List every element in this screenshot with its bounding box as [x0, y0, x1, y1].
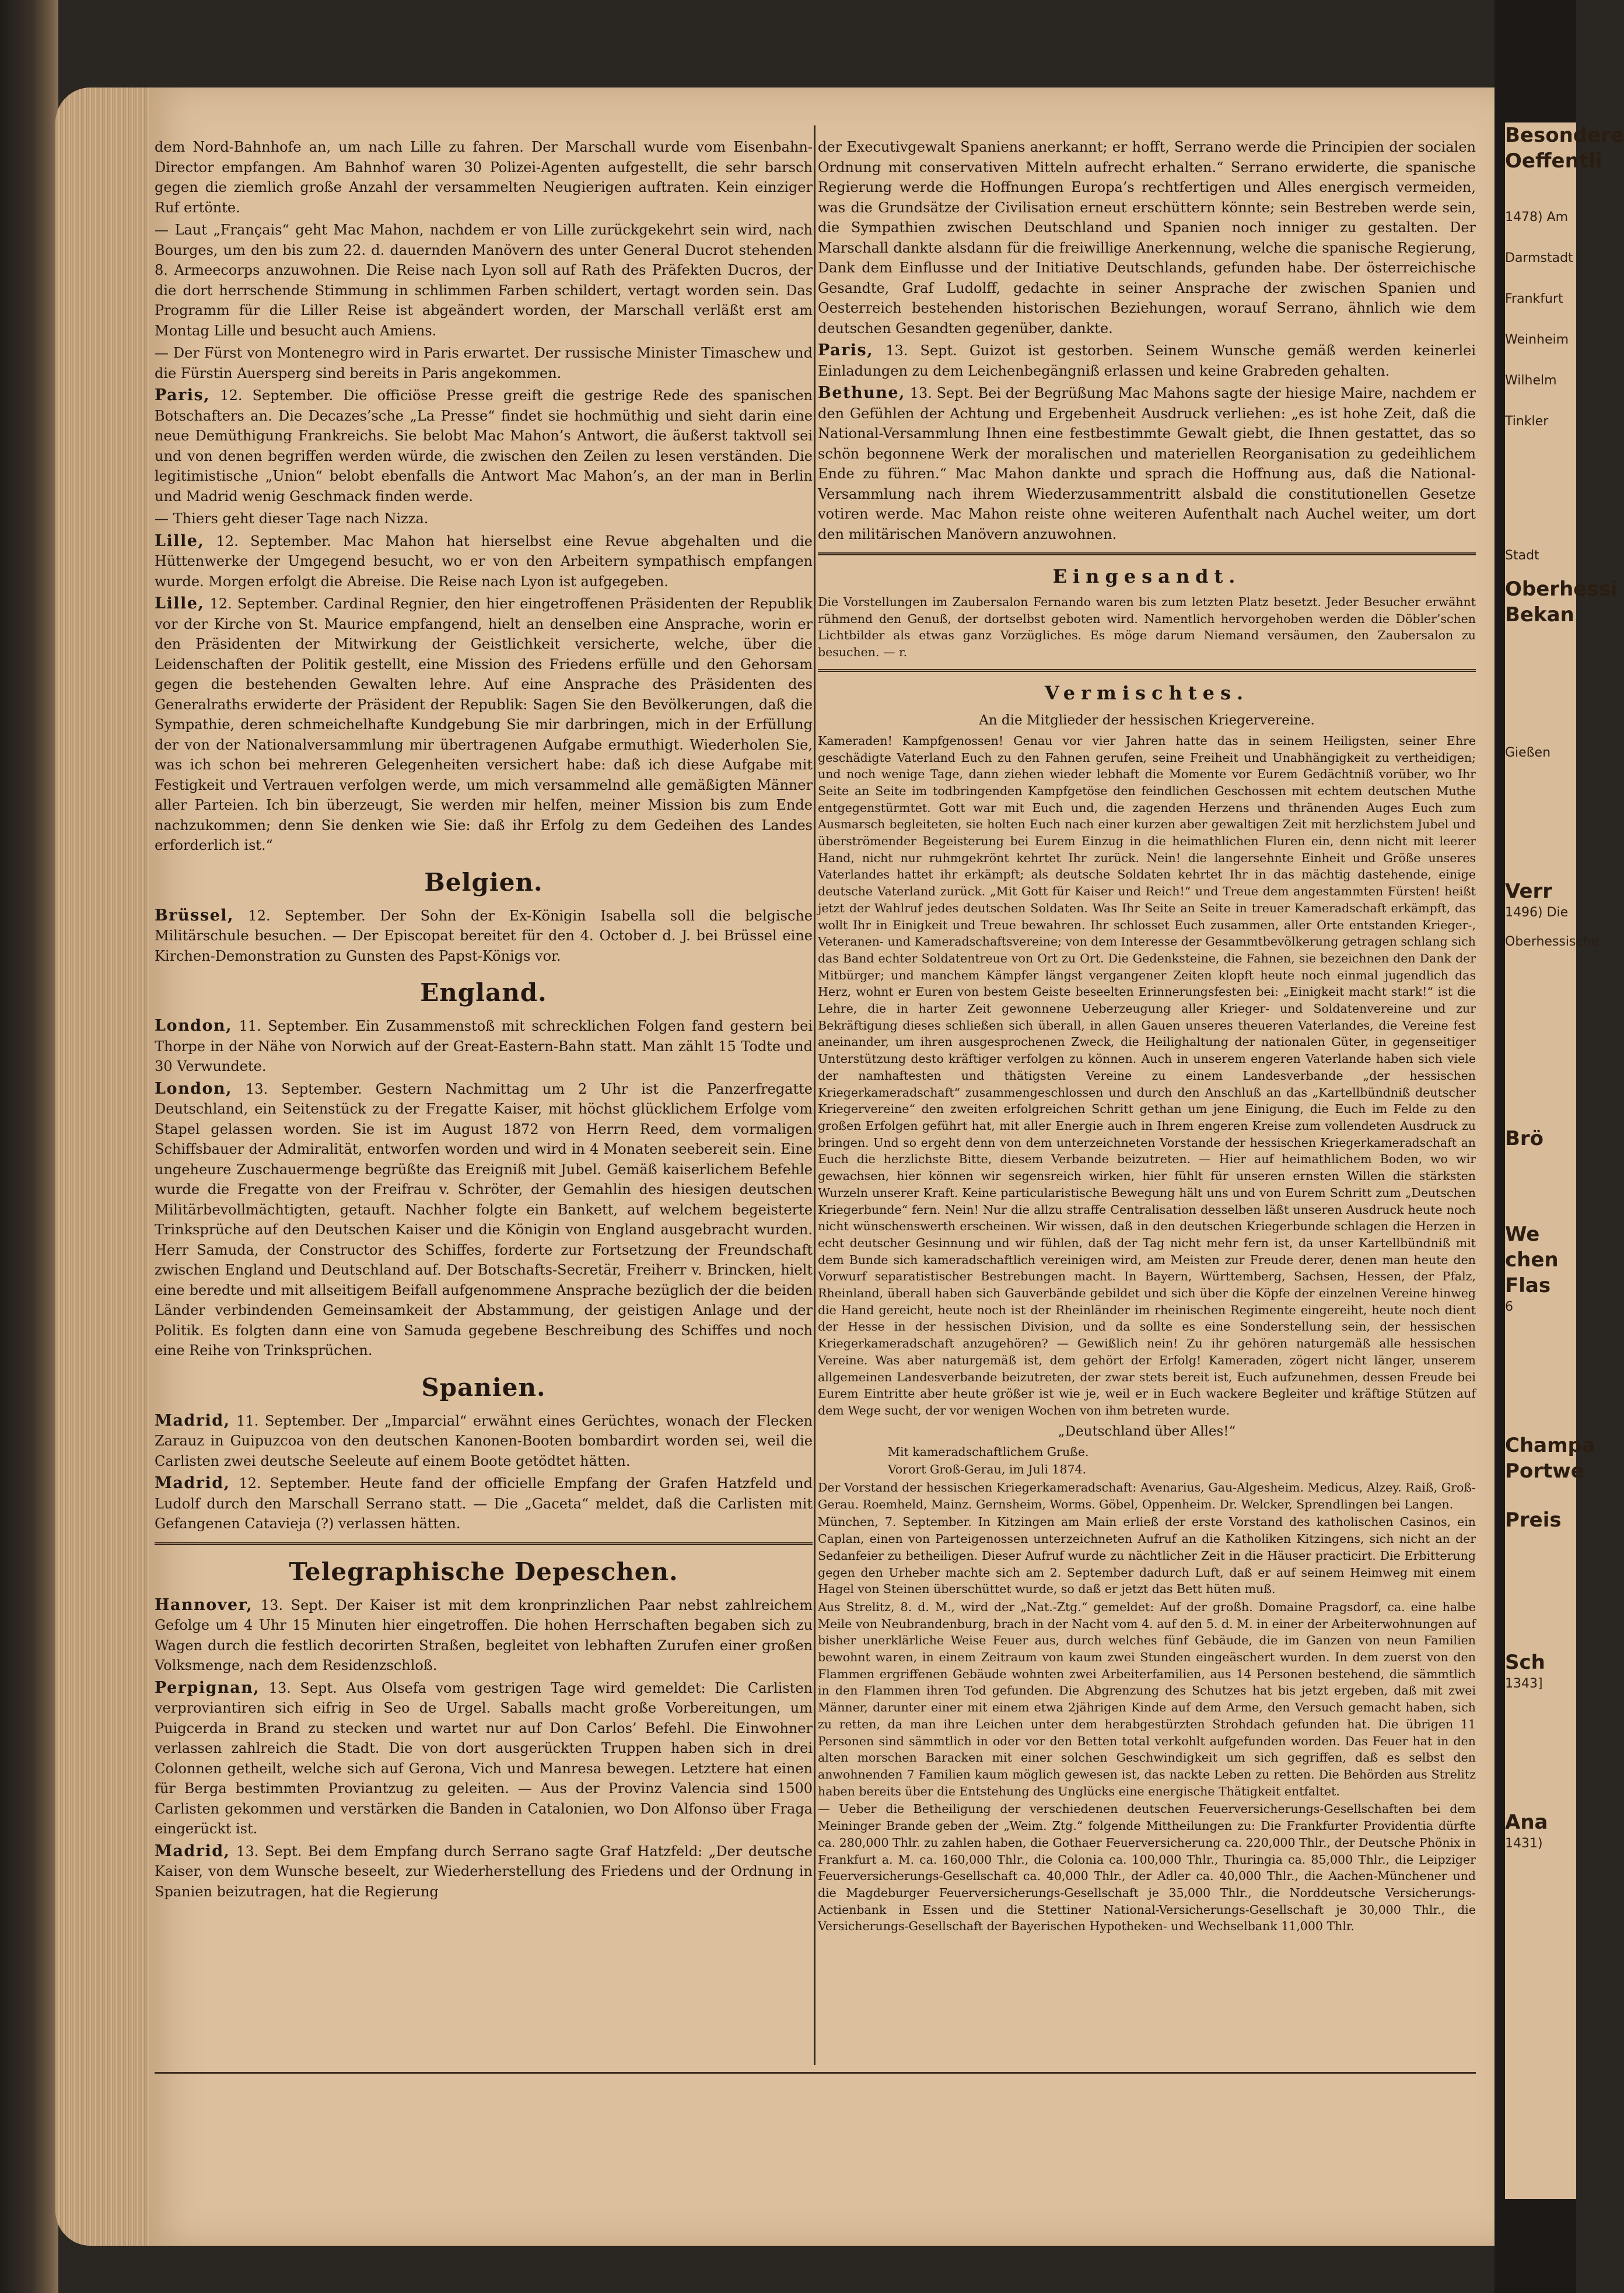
adjacent-page-text: Gießen	[1505, 745, 1551, 760]
adjacent-page-text: Frankfurt	[1505, 292, 1563, 306]
article-text: Die Vorstellungen im Zaubersalon Fernando waren bis zum letzten Platz besetzt. Jeder Besucher erwähnt rühmend den Genuß, der dortselbst geboten wird. Namentlich hervorgehoben werden die Döbler’schen Lichtbilder als etwas ganz Vorzügliches. Es möge darum Niemand versäumen, den Zaubersalon zu besuchen. — r.	[818, 595, 1476, 660]
article-text: 12. September. Cardinal Regnier, den hier eingetroffenen Präsidenten der Republik vor der Kirche von St. Maurice empfangend, hielt an denselben eine Ansprache, worin er den Präsidenten der Mitwirkung der Geistlichkeit versicherte, welche, über die Leidenschaften der Politik gestellt, eine Mission des Friedens erfülle und den Gehorsam gegen die bestehenden Gewalten lehre. Auf eine Ansprache des Präsidenten des Generalraths erwiderte der Präsident der Republik: Sagen Sie den Bevölkerungen, daß die Sympathie, deren schmeichelhafte Kundgebung Sie mir darbringen, mich in der Erfüllung der von der Nationalversammlung mir übertragenen Aufgabe ermuthigt. Wiederholen Sie, was ich schon bei mehreren Gelegenheiten versichert habe: daß ich diese Aufgabe mit Festigkeit und Vertrauen verfolgen werde, um mich versammelnd alle gemäßigten Männer aller Parteien. Ich bin überzeugt, Sie werden mir helfen, meiner Mission bis zum Ende nachzukommen; denn Sie denken wie Sie: daß ihr Erfolg zu dem Gedeihen des Landes erforderlich ist.“	[155, 596, 813, 853]
dateline: London,	[155, 1079, 233, 1098]
adjacent-page-text: Wilhelm	[1505, 373, 1557, 388]
book-edge	[0, 0, 58, 2293]
article-text: — Der Fürst von Montenegro wird in Paris erwartet. Der russische Minister Timaschew und die Fürstin Auersperg sind bereits in Paris angekommen.	[155, 345, 813, 381]
dateline: Lille,	[155, 594, 205, 612]
article-text: 13. Sept. Bei dem Empfang durch Serrano sagte Graf Hatzfeld: „Der deutsche Kaiser, von dem Wunsche beseelt, zur Wiederherstellung des Friedens und der Ordnung in Spanien beizutragen, hat die Regierung	[155, 1843, 813, 1900]
section-heading: Eingesandt.	[1052, 565, 1241, 587]
adjacent-page-text: chen	[1505, 1248, 1559, 1272]
article-madrid	[155, 1411, 813, 1472]
article-text: 13. Sept. Bei der Begrüßung Mac Mahons sagte der hiesige Maire, nachdem er den Gefühlen der Achtung und Ergebenheit Ausdruck verliehen: „es ist hohe Zeit, daß die National-Versammlung Ihnen eine festbestimmte Gewalt giebt, die Ihnen gestattet, das so schön begonnene Werk der moralischen und materiellen Reorganisation zu gedeihlichem Ende zu führen.“ Mac Mahon dankte und sprach die Hoffnung aus, daß die National-Versammlung nach ihrem Wiederzusammentritt alsbald die constitutionellen Gesetze votiren werde. Mac Mahon reiste ohne weiteren Aufenthalt nach Auchel weiter, um dort den militärischen Manövern anzuwohnen.	[818, 385, 1476, 542]
section-heading: Telegraphische Depeschen.	[289, 1557, 678, 1586]
dateline: Paris,	[155, 386, 211, 404]
adjacent-page-text: Oberhessi	[1505, 577, 1618, 601]
adjacent-page-text: Darmstadt	[1505, 251, 1573, 265]
article-text: 12. September. Die officiöse Presse greift die gestrige Rede des spanischen Botschafters an. Die Decazes’sche „La Presse“ findet sie hochmüthig und sieht darin eine neue Demüthigung Frankreichs. Sie belobt Mac Mahon’s Antwort, die äußerst taktvoll sei und von denen begriffen werden würde, die zwischen den Zeilen zu lesen verständen. Die legitimistische „Union“ belobt ebenfalls die Antwort Mac Mahon’s, an der man in Berlin und Madrid wenig Geschmack finden werde.	[155, 387, 813, 505]
left-column	[155, 137, 813, 1904]
adjacent-page-text: Stadt	[1505, 548, 1539, 563]
adjacent-page-text: 1431)	[1505, 1836, 1543, 1851]
bottom-rule	[155, 2072, 1476, 2074]
adjacent-page-text: Tinkler	[1505, 414, 1549, 429]
article-paris	[155, 386, 813, 506]
article-hannover	[155, 1595, 813, 1676]
article-paris	[818, 341, 1476, 381]
dateline: Brüssel,	[155, 906, 234, 925]
adjacent-page-text: Verr	[1505, 880, 1553, 903]
dateline: Paris,	[818, 341, 874, 359]
adjacent-page-text: Flas	[1505, 1274, 1551, 1297]
dateline: Perpignan,	[155, 1678, 260, 1697]
article-text: — Thiers geht dieser Tage nach Nizza.	[155, 510, 429, 527]
dateline: London,	[155, 1017, 233, 1035]
adjacent-page	[1505, 122, 1624, 2199]
article-text: 11. September. Der „Imparcial“ erwähnt eines Gerüchtes, wonach der Flecken Zarauz in Guipuzcoa von den deutschen Kanonen-Booten bombardirt worden sei, weil die Carlisten zwei deutsche Seeleute auf einem Boote getödtet hätten.	[155, 1412, 813, 1469]
article-text: der Executivgewalt Spaniens anerkannt; er hofft, Serrano werde die Principien der socialen Ordnung mit conservativen Mitteln aufrecht erhalten.“ Serrano erwiderte, die spanische Regierung werde die Hoffnungen Europa’s rechtfertigen und Alles energisch vermeiden, was die Grundsätze der Civilisation erneut erschüttern könnte; sein Bestreben werde sein, die Sympathien zwischen Deutschland und Spanien noch inniger zu gestalten. Der Marschall dankte alsdann für die freiwillige Anerkennung, welche die spanische Regierung, Dank dem Einflusse und der Initiative Deutschlands, gefunden habe. Der österreichische Gesandte, Graf Ludolff, gedachte in seiner Ansprache der zwischen Spanien und Oesterreich bestehenden historischen Beziehungen, worauf Serrano, ähnlich wie dem deutschen Gesandten gegenüber, dankte.	[818, 139, 1476, 337]
article-text: 13. Sept. Guizot ist gestorben. Seinem Wunsche gemäß werden keinerlei Einladungen zu dem Leichenbegängniß erlassen und keine Grabreden gehalten.	[818, 342, 1476, 379]
dateline: Hannover,	[155, 1595, 253, 1614]
article-text: 12. September. Heute fand der officielle Empfang der Grafen Hatzfeld und Ludolf durch den Marschall Serrano statt. — Die „Gaceta“ meldet, daß die Carlisten mit Gefangenen Catavieja (?) verlassen hätten.	[155, 1475, 813, 1532]
signature-line: Der Vorstand der hessischen Kriegerkameradschaft: Avenarius, Gau-Algesheim. Medicus, Alzey. Raiß, Groß-Gerau. Roemheld, Mainz. Gernsheim, Worms. Göbel, Oppenheim. Dr. Welcker, Sprendlingen bei Langen.	[818, 1480, 1476, 1511]
right-column	[818, 137, 1476, 1936]
article-london	[155, 1016, 813, 1077]
page-stack	[55, 87, 163, 2246]
article-subtitle: An die Mitglieder der hessischen Kriegervereine.	[979, 712, 1315, 728]
column-divider	[814, 125, 816, 2065]
dateline: Madrid,	[155, 1411, 230, 1430]
adjacent-page-text: 6	[1505, 1300, 1513, 1314]
section-heading: Belgien.	[424, 867, 543, 897]
article-bruessel	[155, 906, 813, 967]
adjacent-page-text: Bekan	[1505, 603, 1574, 626]
section-heading: England.	[420, 978, 547, 1007]
adjacent-page-text: Preis	[1505, 1508, 1562, 1532]
article-text: 13. September. Gestern Nachmittag um 2 Uhr ist die Panzerfregatte Deutschland, ein Seitenstück zu der Fregatte Kaiser, mit höchst glücklichem Erfolge vom Stapel gelassen worden. Sie ist im August 1872 von Herrn Reed, dem vormaligen Schiffsbauer der Admiralität, entworfen worden und wird in 4 Monaten seebereit sein. Eine ungeheure Zuschauermenge begrüßte das Ereigniß mit Jubel. Gemäß kaiserlichem Befehle wurde die Fregatte von der Freifrau v. Schröter, der Gemahlin des hiesigen deutschen Militärbevollmächtigten, getauft. Nachher folgte ein Bankett, auf welchem begeisterte Trinksprüche auf den Deutschen Kaiser und die Königin von England ausgebracht wurden. Herr Samuda, der Constructor des Schiffes, forderte zur Fortsetzung der Freundschaft zwischen England und Deutschland auf. Der Botschafts-Secretär, Freiherr v. Brincken, hielt eine beredte und mit allseitigem Beifall aufgenommene Ansprache bezüglich der die beiden Länder verbindenden Gemeinsamkeit der Abstammung, der geistigen Anlage und der Politik. Es folgten dann eine von Samuda gegebene Beschreibung des Schiffes und noch eine Reihe von Trinksprüchen.	[155, 1080, 813, 1359]
adjacent-page-text: Champa	[1505, 1434, 1595, 1457]
article-text: 12. September. Der Sohn der Ex-Königin Isabella soll die belgische Militärschule besuchen. — Der Episcopat bereitet für den 4. October d. J. bei Brüssel eine Kirchen-Demonstration zu Gunsten des Papst-Königs vor.	[155, 907, 813, 964]
article-text: dem Nord-Bahnhofe an, um nach Lille zu fahren. Der Marschall wurde vom Eisenbahn-Director empfangen. Am Bahnhof waren 30 Polizei-Agenten aufgestellt, die sehr barsch gegen die ziemlich große Anzahl der versammelten Neugierigen auftraten. Kein einziger Ruf ertönte.	[155, 139, 813, 216]
signature-line: Mit kameradschaftlichem Gruße.	[888, 1444, 1089, 1459]
article-london	[155, 1079, 813, 1361]
adjacent-page-text: Ana	[1505, 1811, 1548, 1834]
adjacent-page-text: Oberhessische	[1505, 934, 1600, 949]
adjacent-page-fragments	[1505, 122, 1624, 1853]
adjacent-page-text: Besondere	[1505, 124, 1624, 147]
adjacent-page-text: Oeffentli	[1505, 149, 1602, 173]
section-heading: Vermischtes.	[1044, 681, 1250, 704]
adjacent-page-text: 1496) Die	[1505, 905, 1569, 920]
article-lille	[155, 531, 813, 592]
adjacent-page-text: 1343]	[1505, 1676, 1543, 1691]
article-text: — Ueber die Betheiligung der verschiedenen deutschen Feuerversicherungs-Gesellschaften bei dem Meininger Brande geben der „Weim. Ztg.“ folgende Mittheilungen zu: Die Frankfurter Providentia dürfte ca. 280,000 Thlr. zu zahlen haben, die Gothaer Feuerversicherung ca. 220,000 Thlr., der Deutsche Phönix in Frankfurt a. M. ca. 160,000 Thlr., die Colonia ca. 100,000 Thlr., Thuringia ca. 85,000 Thlr., die Leipziger Feuerversicherungs-Gesellschaft ca. 40,000 Thlr., der Adler ca. 40,000 Thlr., die Aachen-Münchener und die Magdeburger Feuerversicherungs-Gesellschaft je 35,000 Thlr., die Norddeutsche Versicherungs-Actienbank in Essen und die Stettiner National-Versicherungs-Gesellschaft je 30,000 Thlr., die Versicherungs-Gesellschaft der Bayerischen Hypotheken- und Wechselbank 11,000 Thlr.	[818, 1802, 1476, 1934]
article-text: München, 7. September. In Kitzingen am Main erließ der erste Vorstand des katholischen Casinos, ein Caplan, einen von Parteigenossen unterzeichneten Aufruf an die Katholiken Kitzingens, sich nicht an der Sedanfeier zu betheiligen. Dieser Aufruf wurde zu nächtlicher Zeit in die Häuser practicirt. Die Erbitterung gegen den Urheber machte sich am 2. September dadurch Luft, daß er auf seinem Heimweg mit einem Hagel von Steinen überschüttet wurde, so daß er jetzt das Bett hüten muß.	[818, 1515, 1476, 1597]
article-text: Kameraden! Kampfgenossen! Genau vor vier Jahren hatte das in seinem Heiligsten, seiner Ehre geschädigte Vaterland Euch zu den Fahnen gerufen, seine Freiheit und Unabhängigkeit zu vertheidigen; und noch wenige Tage, dann ziehen wieder lebhaft die Momente vor Eurem Gedächtniß vorüber, wo Ihr Seite an Seite im todbringenden Kampfgetöse den feindlichen Geschossen mit echtem deutschen Muthe entgegenstürmtet. Gott war mit Euch und, die zagenden Herzens und thränenden Auges Euch zum Ausmarsch begleiteten, sie holten Euch nach einer kurzen aber gewaltigen Zeit mit herzlichstem Jubel und überströmender Begeisterung bei Eurem Einzug in die heimathlichen Fluren ein, denn nicht mit leerer Hand, nicht nur ruhmgekrönt kehrtet Ihr zurück. Nein! die langersehnte Einheit und Größe unseres Vaterlandes hattet ihr erkämpft; als deutsche Soldaten kehrtet Ihr in das mächtig dastehende, einige deutsche Vaterland zurück. „Mit Gott für Kaiser und Reich!“ und Treue dem angestammten Fürsten! heißt jetzt der Wahlruf jedes deutschen Soldaten. Was Ihr Seite an Seite in treuer Kameradschaft erkämpft, das wollt Ihr in Einigkeit und Treue bewahren. Ihr schlosset Euch zusammen, aller Orte entstanden Krieger-, Veteranen- und Kameradschaftsvereine; von dem Interesse der Gesammtbevölkerung getragen schlang sich das Band echter Soldatentreue von Ort zu Ort. Die Gedenksteine, die Fahnen, sie bezeichnen den Dank der Mitbürger; und manchem Kämpfer längst vergangener Zeiten klopft heute noch einmal jugendlich das Herz, wohnt er Euren von bestem Geiste beseelten Erinnerungsfesten bei: „Einigkeit macht stark!“ ist die Lehre, die in harter Zeit gewonnene Ueberzeugung aller Krieger- und Soldatenvereine und zur Bekräftigung dieses schließen sich überall, in allen Gauen unseres theueren Vaterlandes, die Vereine fest aneinander, um ihren ausgesprochenen Zweck, die Heilighaltung der nationalen Güter, in gegenseitiger Unterstützung desto kräftiger verfolgen zu können. Auch in unserem engeren Vaterlande haben sich viele der namhaftesten und thätigsten Vereine zu einem Landesverbande „der hessischen Kriegerkameradschaft“ zusammengeschlossen und durch den Anschluß an das „Kartellbündniß deutscher Kriegervereine“ den zweiten erfolgreichen Schritt gethan um jene Einigung, die Euch im Felde zu den großen Erfolgen geführt hat, mit aller Energie auch in Ihrem engeren Kreise zum vollendeten Ausdruck zu bringen. Und so ergeht denn von dem unterzeichneten Vorstande der hessischen Kriegerkameradschaft an Euch die herzlichste Bitte, diesem Verbande beizutreten. — Hier auf heimathlichem Boden, wo wir gewachsen, hier können wir segensreich wirken, hier fühlt für unseren ernsten Willen die stärksten Wurzeln unserer Kraft. Keine particularistische Bewegung hält uns und von Eurem Schritt zum „Deutschen Kriegerbunde“ fern. Nein! Nur die allzu straffe Centralisation desselben läßt unseren Ausdruck heute noch nicht wünschenswerth erscheinen. Wir wissen, daß in den deutschen Kriegerbunde schlagen die Herzen in echt deutscher Gesinnung und wir fühlen, daß der Tag nicht mehr fern ist, da unser Kartellbündniß mit dem Bunde sich kameradschaftlich vereinigen wird, am Meisten zur Freude derer, denen man heute den Vorwurf separatistischer Bestrebungen macht. In Bayern, Württemberg, Sachsen, Hessen, der Pfalz, Rheinland, überall haben sich Gauverbände gebildet und sich über die Köpfe der einzelnen Vereine hinweg die Hand gereicht, heute noch ist der Rheinländer im rheinischen Regimente eingereiht, heute noch dient der Hesse in der hessischen Division, und da sollte es eine Sonderstellung sein, der hessischen Kriegerkameradschaft anzugehören? — Gewißlich nein! Zu ihr gehören naturgemäß alle hessischen Vereine. Was aber naturgemäß ist, dem gehört der Erfolg! Kameraden, zögert nicht länger, unserem allgemeinen Landesverbande beizutreten, der zwar stets bereit ist, Euch aufzunehmen, dessen Freude bei Eurem Eintritte aber heute größer ist wie je, weil er in Euch wackere Begleiter und kräftige Stützen auf dem Wege sucht, der vor wenigen Wochen von ihm betreten wurde.	[818, 733, 1476, 1417]
article-madrid	[155, 1842, 813, 1902]
article-text: 13. Sept. Aus Olsefa vom gestrigen Tage wird gemeldet: Die Carlisten verproviantiren sich eifrig in Seo de Urgel. Saballs macht große Vorbereitungen, um Puigcerda in Brand zu stecken und wartet nur auf Don Carlos’ Befehl. Die Einwohner verlassen zahlreich die Stadt. Die von dort ausgerückten Truppen haben sich in drei Colonnen getheilt, welche sich auf Gerona, Vich und Manresa bewegen. Letztere hat einen für Berga bestimmten Proviantzug zu geleiten. — Aus der Provinz Valencia sind 1500 Carlisten gekommen und verstärken die Banden in Catalonien, wo Don Alfonso über Fraga eingerückt ist.	[155, 1679, 813, 1837]
article-lille	[155, 594, 813, 856]
article-madrid	[155, 1473, 813, 1534]
section-rule	[818, 552, 1476, 555]
article-text: 12. September. Mac Mahon hat hierselbst eine Revue abgehalten und die Hüttenwerke der Umgegend besucht, wo er von den Arbeitern sympathisch empfangen wurde. Morgen erfolgt die Abreise. Die Reise nach Lyon ist aufgegeben.	[155, 533, 813, 590]
dateline: Madrid,	[155, 1474, 230, 1492]
article-bethune	[818, 383, 1476, 544]
signature-line: Vorort Groß-Gerau, im Juli 1874.	[888, 1462, 1087, 1477]
adjacent-page-text: Portwe	[1505, 1459, 1584, 1483]
article-text: — Laut „Français“ geht Mac Mahon, nachdem er von Lille zurückgekehrt sein wird, nach Bourges, um den bis zum 22. d. dauernden Manövern des unter General Ducrot stehenden 8. Armeecorps anzuwohnen. Die Reise nach Lyon soll auf Rath des Präfekten Ducros, der die dort herrschende Stimmung in schlimmen Farben schildert, vertagt worden sein. Das Programm für die Liller Reise ist abgeändert worden, der Marschall verläßt erst am Montag Lille und besucht auch Amiens.	[155, 222, 813, 339]
motto: „Deutschland über Alles!“	[1058, 1423, 1236, 1439]
article-text: 13. Sept. Der Kaiser ist mit dem kronprinzlichen Paar nebst zahlreichem Gefolge um 4 Uhr 15 Minuten hier eingetroffen. Die hohen Herrschaften begaben sich zu Wagen durch die festlich decorirten Straßen, begleitet von lebhaften Zurufen einer großen Volksmenge, nach dem Residenzschloß.	[155, 1597, 813, 1674]
article-text: 11. September. Ein Zusammenstoß mit schrecklichen Folgen fand gestern bei Thorpe in der Nähe von Norwich auf der Great-Eastern-Bahn statt. Man zählt 15 Todte und 30 Verwundete.	[155, 1018, 813, 1074]
section-rule	[818, 669, 1476, 672]
section-heading: Spanien.	[421, 1373, 546, 1402]
dateline: Lille,	[155, 531, 205, 550]
adjacent-page-text: 1478) Am	[1505, 210, 1569, 225]
article-text: Aus Strelitz, 8. d. M., wird der „Nat.-Ztg.“ gemeldet: Auf der großh. Domaine Pragsdorf, ca. eine halbe Meile von Neubrandenburg, brach in der Nacht vom 4. auf den 5. d. M. in einer der Arbeiterwohnungen auf bisher unerklärliche Weise Feuer aus, durch welches fünf Gebäude, die im Ganzen von neun Familien bewohnt waren, in einem Zeitraum von kaum zwei Stunden eingeäschert wurden. In dem zuerst von den Flammen ergriffenen Gebäude wohnten zwei Arbeiterfamilien, aus 14 Personen bestehend, die sämmtlich in den Flammen ihren Tod gefunden. Die Abgrenzung des Schutzes hat bis jetzt ergeben, daß mit zwei Männer, darunter einer mit einem etwa 2jährigen Kinde auf dem Arme, den Versuch gemacht haben, sich zu retten, da man ihre Leichen unter dem herabgestürzten Strohdach gefunden hat. Die übrigen 11 Personen sind sämmtlich in oder vor den Betten total verkohlt aufgefunden worden. Das Feuer hat in den alten morschen Baracken mit einer solchen Geschwindigkeit um sich gegriffen, daß es selbst den anwohnenden 7 Familien kaum möglich gewesen ist, das nackte Leben zu retten. Die Behörden aus Strelitz haben bereits über die Entstehung des Unglücks eine energische Thätigkeit entfaltet.	[818, 1599, 1476, 1798]
dateline: Bethune,	[818, 384, 905, 402]
adjacent-page-text: Weinheim	[1505, 332, 1569, 347]
adjacent-page-text: Brö	[1505, 1127, 1544, 1150]
adjacent-page-text: Sch	[1505, 1651, 1545, 1674]
section-rule	[155, 1542, 813, 1545]
adjacent-page-text: We	[1505, 1223, 1540, 1246]
article-perpignan	[155, 1678, 813, 1839]
dateline: Madrid,	[155, 1842, 230, 1860]
